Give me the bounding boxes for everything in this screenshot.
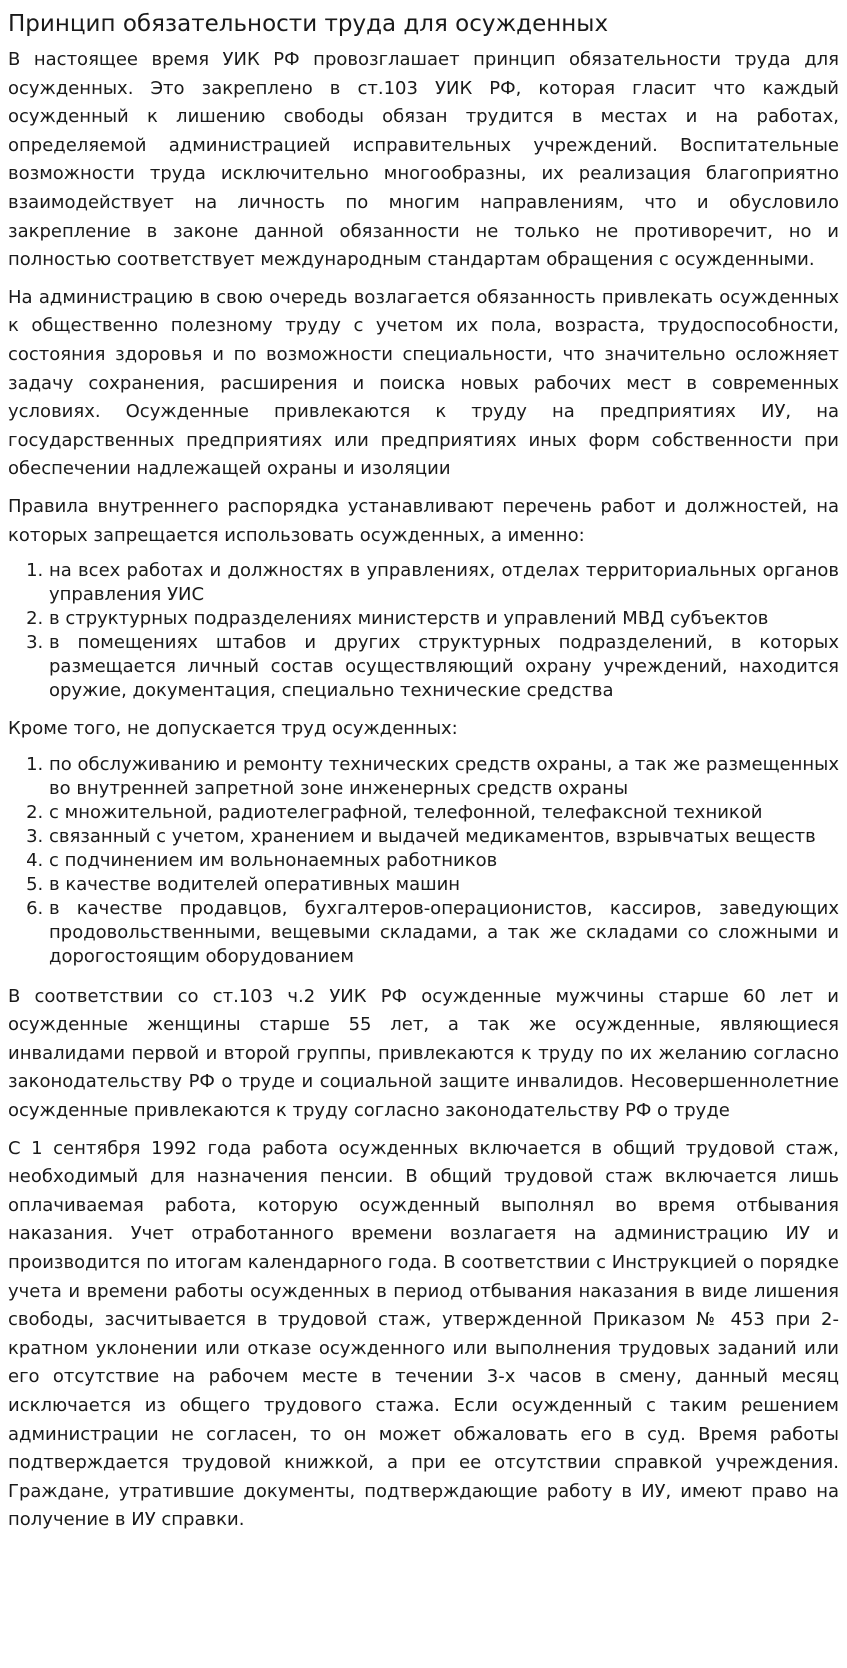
- list-item: 5. в качестве водителей оперативных машин: [49, 873, 839, 897]
- list-item: 2. с множительной, радиотелеграфной, телефонной, телефаксной техникой: [49, 801, 839, 825]
- list-item: 3. связанный с учетом, хранением и выдачей медикаментов, взрывчатых веществ: [49, 825, 839, 849]
- list-item: 6. в качестве продавцов, бухгалтеров-операционистов, кассиров, заведующих продовольственными, вещевыми складами, а так же складами со сложными и дорогостоящим оборудованием: [49, 897, 839, 969]
- paragraph-voluntary-labor: В соответствии со ст.103 ч.2 УИК РФ осужденные мужчины старше 60 лет и осужденные женщины старше 55 лет, а так же осужденные, являющиеся инвалидами первой и второй группы, привлекаются к труду по их желанию согласно законодательству РФ о труде и социальной защите инвалидов. Несовершеннолетние осужденные привлекаются к труду согласно законодательству РФ о труде: [8, 985, 839, 1122]
- prohibited-places-list: [8, 559, 839, 703]
- paragraph-administration-duty: На администрацию в свою очередь возлагается обязанность привлекать осужденных к общественно полезному труду с учетом их пола, возраста, трудоспособности, состояния здоровья и по возможности специальности, что значительно осложняет задачу сохранения, расширения и поиска новых рабочих мест в современных условиях. Осужденные привлекаются к труду на предприятиях ИУ, на государственных предприятиях или предприятиях иных форм собственности при обеспечении надлежащей охраны и изоляции: [8, 286, 839, 480]
- list-item: 1. по обслуживанию и ремонту технических средств охраны, а так же размещенных во внутренней запретной зоне инженерных средств охраны: [49, 753, 839, 801]
- paragraph-work-experience: С 1 сентября 1992 года работа осужденных включается в общий трудовой стаж, необходимый для назначения пенсии. В общий трудовой стаж включается лишь оплачиваемая работа, которую осужденный выполнял во время отбывания наказания. Учет отработанного времени возлагаетя на администрацию ИУ и производится по итогам календарного года. В соответствии с Инструкцией о порядке учета и времени работы осужденных в период отбывания наказания в виде лишения свободы, засчитывается в трудовой стаж, утвержденной Приказом № 453 при 2-кратном уклонении или отказе осужденного или выполнения трудовых заданий или его отсутствие на рабочем месте в течении 3-х часов в смену, данный месяц исключается из общего трудового стажа. Если осужденный с таким решением администрации не согласен, то он может обжаловать его в суд. Время работы подтверждается трудовой книжкой, а при ее отсутствии справкой учреждения. Граждане, утратившие документы, подтверждающие работу в ИУ, имеют право на получение в ИУ справки.: [8, 1137, 839, 1531]
- paragraph-principle: В настоящее время УИК РФ провозглашает принцип обязательности труда для осужденных. Это закреплено в ст.103 УИК РФ, которая гласит что каждый осужденный к лишению свободы обязан трудится в местах и на работах, определяемой администрацией исправительных учреждений. Воспитательные возможности труда исключительно многообразны, их реализация благоприятно взаимодействует на личность по многим направлениям, что и обусловило закрепление в законе данной обязанности не только не противоречит, но и полностью соответствует международным стандартам обращения с осужденными.: [8, 49, 839, 271]
- prohibited-work-list: [8, 753, 839, 969]
- list-item: 2. в структурных подразделениях министерств и управлений МВД субъектов: [49, 607, 839, 631]
- list-item: 4. с подчинением им вольнонаемных работников: [49, 849, 839, 873]
- page-title: Принцип обязательности труда для осужденных: [8, 11, 609, 37]
- list-item: 1. на всех работах и должностях в управлениях, отделах территориальных органов управления УИС: [49, 559, 839, 607]
- list-item: 3. в помещениях штабов и других структурных подразделений, в которых размещается личный состав осуществляющий охрану учреждений, находится оружие, документация, специально технические средства: [49, 631, 839, 703]
- paragraph-prohibited-intro: Правила внутреннего распорядка устанавливают перечень работ и должностей, на которых запрещается использовать осужденных, а именно:: [8, 495, 839, 546]
- paragraph-also-prohibited-intro: Кроме того, не допускается труд осужденных:: [8, 718, 458, 740]
